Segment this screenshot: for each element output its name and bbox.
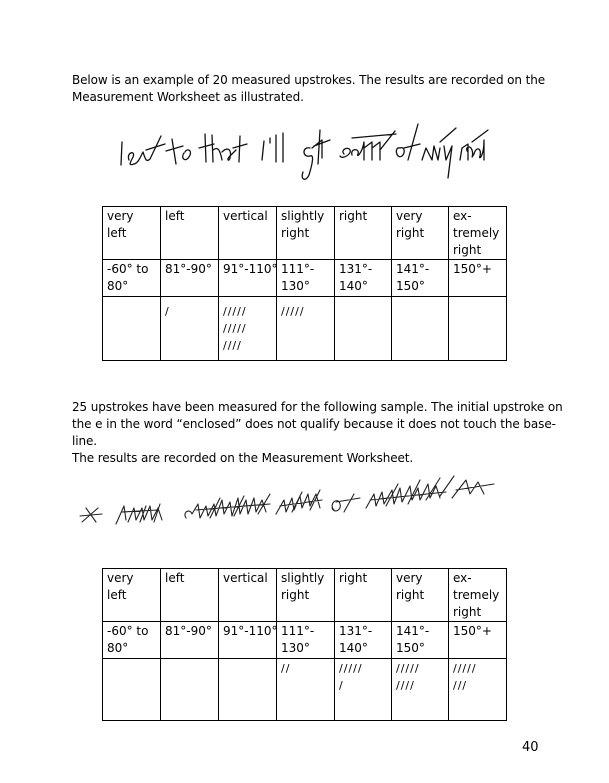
header-cell: left <box>161 207 219 260</box>
page-number: 40 <box>522 740 539 755</box>
tally-cell: ///// ///// //// <box>219 297 277 361</box>
header-cell: very right <box>392 569 449 622</box>
header-cell: ex- tremely right <box>449 569 507 622</box>
header-cell: left <box>161 569 219 622</box>
header-cell: vertical <box>219 207 277 260</box>
second-line: 25 upstrokes have been measured for the following sample. The initial upstroke on <box>72 400 563 414</box>
tally-row <box>103 659 507 721</box>
range-cell: 111°- 130° <box>277 260 335 297</box>
header-cell: ex- tremely right <box>449 207 507 260</box>
tally-cell <box>103 297 161 361</box>
range-cell: 150°+ <box>449 260 507 297</box>
range-cell: 131°- 140° <box>335 622 392 659</box>
tally-cell: / <box>161 297 219 361</box>
header-cell: right <box>335 207 392 260</box>
range-cell: 141°- 150° <box>392 622 449 659</box>
tally-cell <box>335 297 392 361</box>
header-cell: right <box>335 569 392 622</box>
intro-line: Measurement Worksheet as illustrated. <box>72 90 304 104</box>
tally-cell: ///// <box>277 297 335 361</box>
header-cell: vertical <box>219 569 277 622</box>
second-line: The results are recorded on the Measurement Worksheet. <box>72 451 414 465</box>
range-cell: -60° to 80° <box>103 622 161 659</box>
header-row <box>103 569 507 622</box>
tally-cell: ///// / <box>335 659 392 721</box>
range-cell: 150°+ <box>449 622 507 659</box>
tally-cell: // <box>277 659 335 721</box>
header-row <box>103 207 507 260</box>
range-cell: 81°-90° <box>161 260 219 297</box>
tally-cell <box>219 659 277 721</box>
range-cell: -60° to 80° <box>103 260 161 297</box>
tally-cell <box>449 297 507 361</box>
header-cell: very left <box>103 569 161 622</box>
measurement-worksheet-1 <box>102 206 507 361</box>
header-cell: very right <box>392 207 449 260</box>
header-cell: slightly right <box>277 569 335 622</box>
second-paragraph <box>72 399 563 467</box>
range-cell: 131°- 140° <box>335 260 392 297</box>
range-row <box>103 260 507 297</box>
header-cell: very left <box>103 207 161 260</box>
intro-paragraph <box>72 72 546 106</box>
range-cell: 91°-110° <box>219 622 277 659</box>
header-cell: slightly right <box>277 207 335 260</box>
tally-cell: ///// //// <box>392 659 449 721</box>
tally-row <box>103 297 507 361</box>
intro-line: Below is an example of 20 measured upstrokes. The results are recorded on the <box>72 73 546 87</box>
range-cell: 111°- 130° <box>277 622 335 659</box>
range-cell: 81°-90° <box>161 622 219 659</box>
second-line: line. <box>72 434 97 448</box>
range-cell: 91°-110° <box>219 260 277 297</box>
tally-cell <box>392 297 449 361</box>
range-row <box>103 622 507 659</box>
tally-cell <box>161 659 219 721</box>
measurement-worksheet-2 <box>102 568 507 721</box>
range-cell: 141°- 150° <box>392 260 449 297</box>
second-line: the e in the word “enclosed” does not qualify because it does not touch the base- <box>72 417 556 431</box>
tally-cell: ///// /// <box>449 659 507 721</box>
tally-cell <box>103 659 161 721</box>
